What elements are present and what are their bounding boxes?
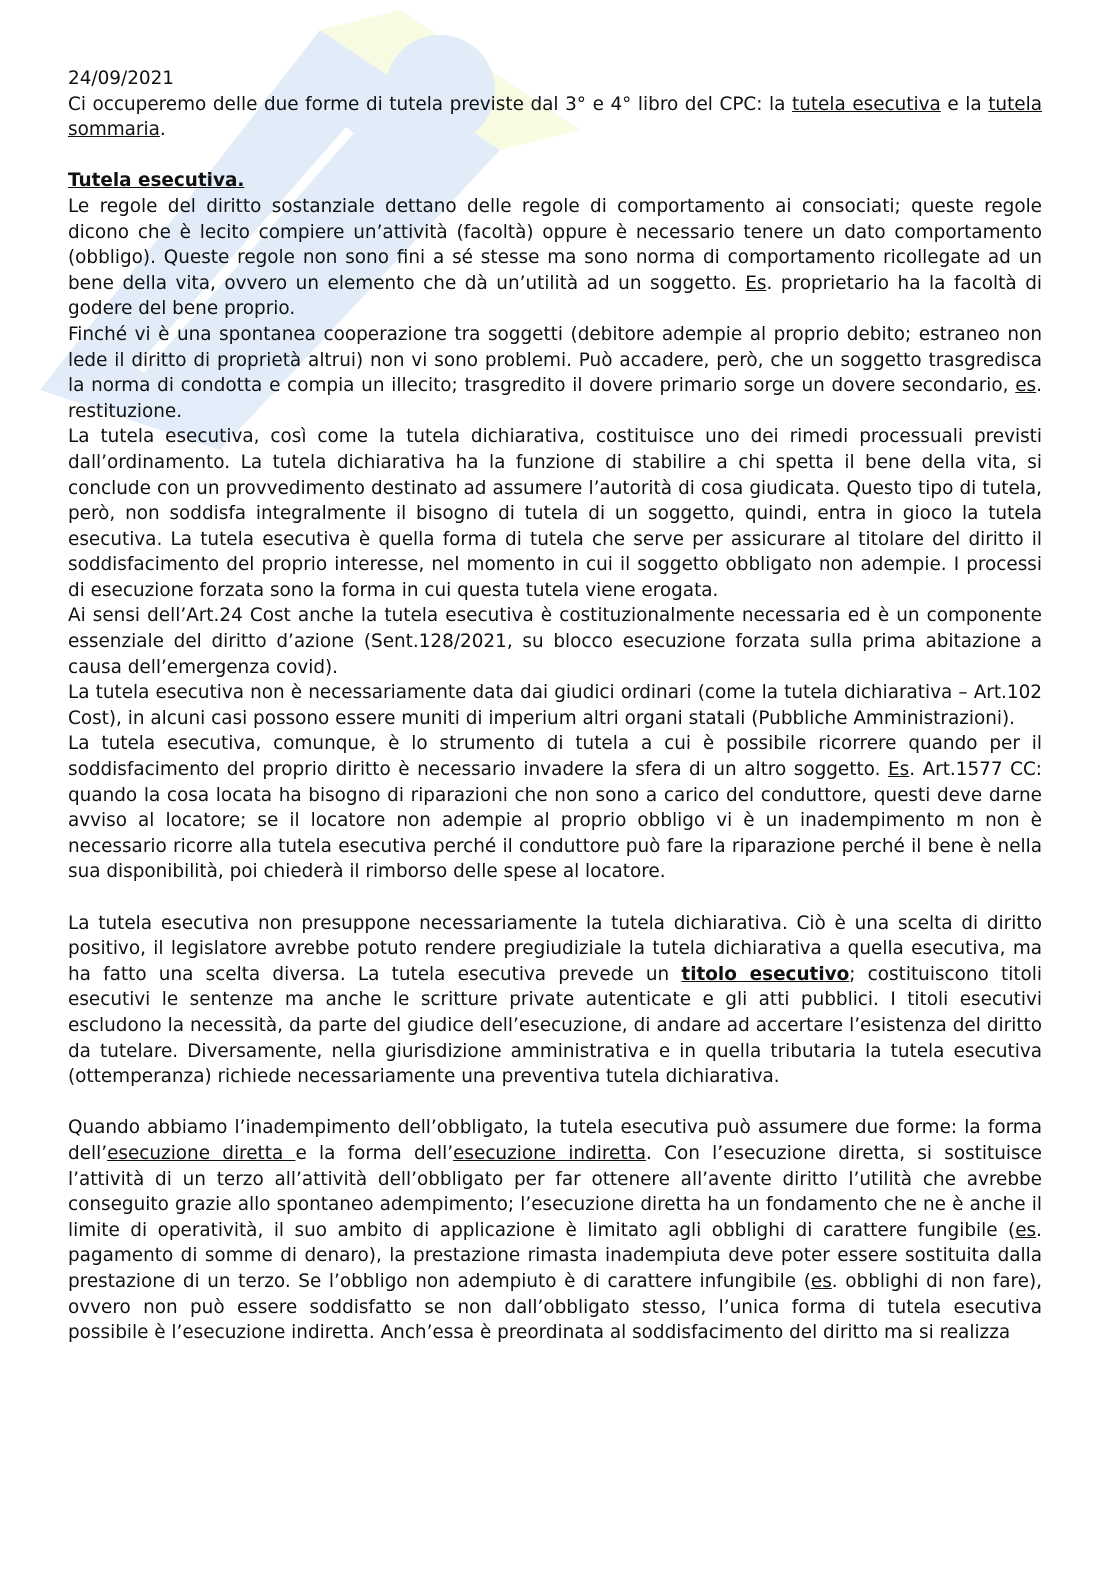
p6-text-1: La tutela esecutiva, comunque, è lo strumento di tutela a cui è possibile ricorrere quando per il soddisfacimento del proprio diritto è necessario invadere la sfera di un altro soggetto.	[68, 733, 1042, 781]
p8-text-2: e la forma dell’	[295, 1142, 454, 1164]
paragraph-2	[68, 322, 1042, 424]
p8-es-1: es	[1015, 1219, 1037, 1241]
term-tutela-esecutiva: tutela esecutiva	[791, 93, 941, 115]
term-titolo-esecutivo: titolo esecutivo	[681, 963, 850, 985]
p2-es: es	[1015, 375, 1037, 397]
paragraph-4: Ai sensi dell’Art.24 Cost anche la tutela esecutiva è costituzionalmente necessaria ed è un componente essenziale del diritto d’azione (Sent.128/2021, su blocco esecuzione forzata sulla prima abitazione a causa dell’emergenza covid).	[68, 605, 1042, 678]
document-date: 24/09/2021	[68, 68, 174, 89]
paragraph-7	[68, 911, 1042, 1090]
p2-text-2: . restituzione.	[68, 375, 1042, 422]
section-heading-text: Tutela esecutiva.	[68, 170, 245, 192]
p8-text-4: . pagamento di somme di denaro), la prestazione rimasta inadempiuta deve poter essere sostituita dalla prestazione di un terzo. Se l’obbligo non adempiuto è di carattere infungibile (	[68, 1219, 1042, 1292]
term-esecuzione-indiretta: esecuzione indiretta	[453, 1142, 647, 1164]
p8-text-5: . obblighi di non fare), ovvero non può essere soddisfatto se non dall’obbligato stesso, l’unica forma di tutela esecutiva possibile è l’esecuzione indiretta. Anch’essa è preordinata al soddisfacimento del diritto ma si realizza	[68, 1270, 1042, 1344]
spacer	[68, 1090, 1042, 1116]
p2-text-1: Finché vi è una spontanea cooperazione tra soggetti (debitore adempie al proprio debito; estraneo non lede il diritto di proprietà altrui) non vi sono problemi. Può accadere, però, che un soggetto trasgredisca la norma di condotta e compia un illecito; trasgredito il dovere primario sorge un dovere secondario,	[68, 323, 1042, 397]
p6-es: Es	[887, 759, 910, 781]
p8-es-2: es	[810, 1270, 832, 1292]
paragraph-5: La tutela esecutiva non è necessariamente data dai giudici ordinari (come la tutela dichiarativa – Art.102 Cost), in alcuni casi possono essere muniti di imperium altri organi statali (Pubbliche Amministrazioni).	[68, 682, 1042, 729]
p6-text-2: . Art.1577 CC: quando la cosa locata ha bisogno di riparazioni che non sono a carico del conduttore, questi deve darne avviso al locatore; se il locatore non adempie al proprio obbligo vi è un inadempimento m non è necessario ricorre alla tutela esecutiva perché il conduttore può fare la riparazione perché il bene è nella sua disponibilità, poi chiederà il rimborso delle spese al locatore.	[68, 759, 1043, 883]
p8-text-1: Quando abbiamo l’inadempimento dell’obbligato, la tutela esecutiva può assumere due forme: la forma dell’	[68, 1117, 1042, 1164]
section-heading	[68, 168, 1042, 194]
spacer	[68, 143, 1042, 169]
document-page	[68, 66, 1042, 1346]
p7-text-1: La tutela esecutiva non presuppone necessariamente la tutela dichiarativa. Ciò è una scelta di diritto positivo, il legislatore avrebbe potuto rendere pregiudiziale la tutela dichiarativa a quella esecutiva, ma ha fatto una scelta diversa. La tutela esecutiva prevede un	[68, 912, 1042, 985]
p7-text-2: ; costituiscono titoli esecutivi le sentenze ma anche le scritture private autenticate e gli atti pubblici. I titoli esecutivi escludono la necessità, da parte del giudice dell’esecuzione, di andare ad accertare l’esistenza del diritto da tutelare. Diversamente, nella giurisdizione amministrativa e in quella tributaria la tutela esecutiva (ottemperanza) richiede necessariamente una preventiva tutela dichiarativa.	[68, 963, 1043, 1088]
intro-paragraph	[68, 92, 1042, 143]
term-tutela-sommaria: tutela sommaria	[68, 93, 1042, 141]
p1-text-1: Le regole del diritto sostanziale dettano delle regole di comportamento ai consociati; queste regole dicono che è lecito compiere un’attività (facoltà) oppure è necessario tenere un dato comportamento (obbligo). Queste regole non sono fini a sé stesse ma sono norma di comportamento ricollegate ad un bene della vita, ovvero un elemento che dà un’utilità ad un soggetto.	[68, 195, 1042, 294]
paragraph-3: La tutela esecutiva, così come la tutela dichiarativa, costituisce uno dei rimedi processuali previsti dall’ordinamento. La tutela dichiarativa ha la funzione di stabilire a chi spetta il bene della vita, si conclude con un provvedimento destinato ad assumere l’autorità di cosa giudicata. Questo tipo di tutela, però, non soddisfa integralmente il bisogno di tutela di un soggetto, quindi, entra in gioco la tutela esecutiva. La tutela esecutiva è quella forma di tutela che serve per assicurare al titolare del diritto il soddisfacimento del proprio interesse, nel momento in cui il soggetto obbligato non adempie. I processi di esecuzione forzata sono la forma in cui questa tutela viene erogata.	[68, 426, 1042, 601]
intro-text-2: e la	[940, 93, 989, 115]
paragraph-1	[68, 194, 1042, 322]
p1-es: Es	[745, 272, 767, 294]
term-esecuzione-diretta: esecuzione diretta	[107, 1142, 296, 1164]
p8-text-3: . Con l’esecuzione diretta, si sostituisce l’attività di un terzo all’attività dell’obbligato per far ottenere all’avente diritto l’utilità che avrebbe conseguito grazie allo spontaneo adempimento; l’esecuzione diretta ha un fondamento che ne è anche il limite di operatività, il suo ambito di applicazione è limitato agli obblighi di carattere fungibile (	[68, 1142, 1042, 1241]
p1-text-2: . proprietario ha la facoltà di godere del bene proprio.	[68, 272, 1042, 320]
paragraph-6	[68, 731, 1042, 885]
paragraph-8	[68, 1115, 1042, 1345]
intro-text-3: .	[159, 119, 166, 141]
intro-text-1: Ci occuperemo delle due forme di tutela previste dal 3° e 4° libro del CPC: la	[68, 93, 792, 115]
spacer	[68, 885, 1042, 911]
